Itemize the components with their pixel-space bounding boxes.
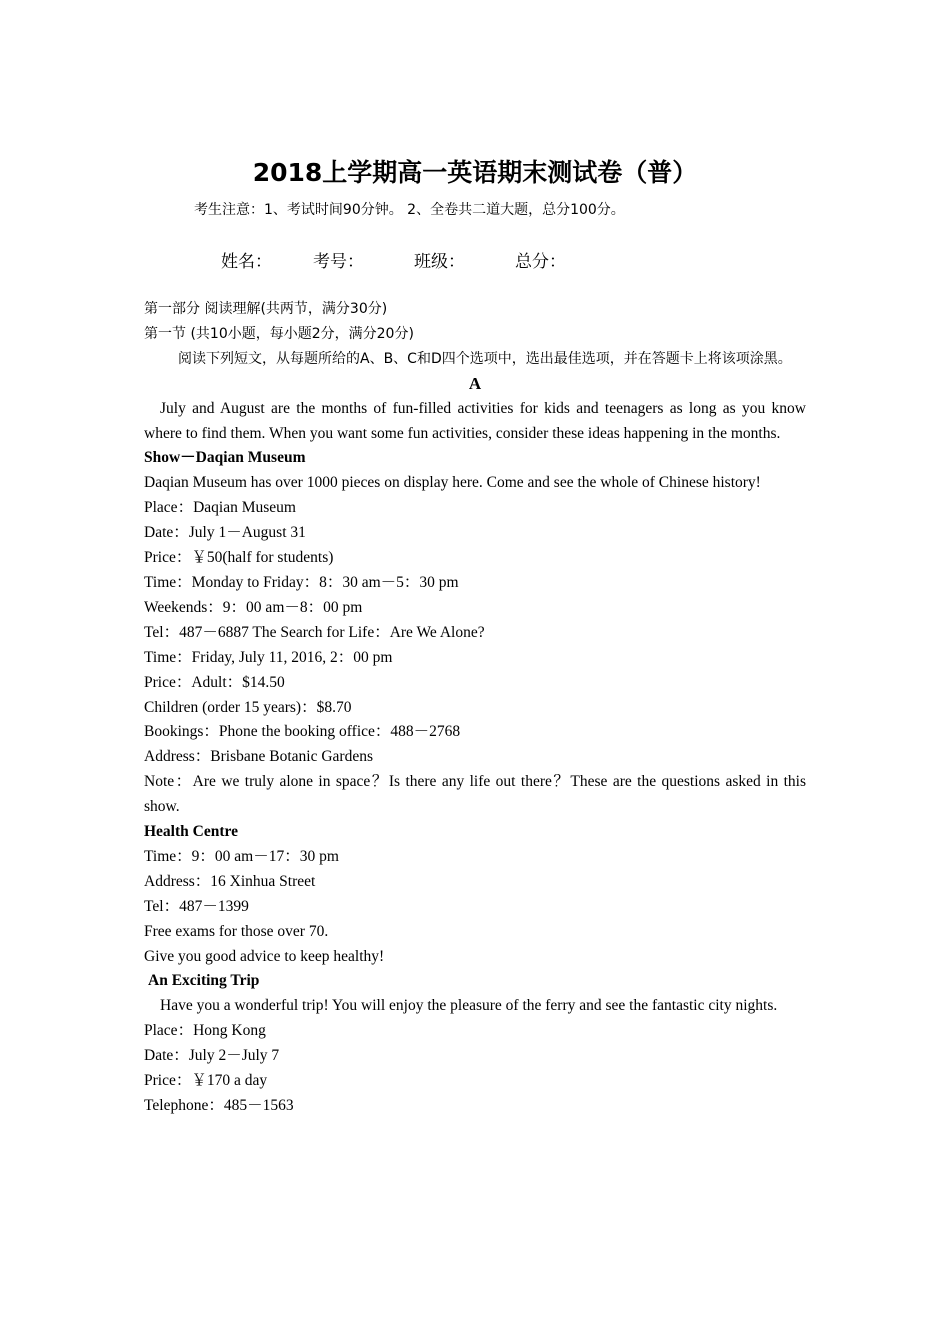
search-bookings: Bookings：Phone the booking office：488－2768	[144, 723, 461, 741]
part-heading: 第一部分 阅读理解(共两节，满分30分)	[144, 301, 388, 317]
health-heading: Health Centre	[144, 823, 238, 841]
show-description: Daqian Museum has over 1000 pieces on display here. Come and see the whole of Chinese history!	[144, 474, 761, 492]
class-field-label: 班级：	[414, 252, 465, 272]
show-place: Place：Daqian Museum	[144, 499, 296, 517]
search-time: Time：Friday, July 11, 2016, 2：00 pm	[144, 648, 393, 666]
number-field-label: 考号：	[313, 252, 364, 272]
show-weekends: Weekends：9：00 am－8：00 pm	[144, 598, 363, 616]
instructions: 阅读下列短文，从每题所给的A、B、C和D四个选项中，选出最佳选项，并在答题卡上将该项涂黑。	[178, 350, 792, 367]
passage-intro: July and August are the months of fun-filled activities for kids and teenagers as long as you know where to find them. When you want some fun activities, consider these ideas happening in the months.	[144, 399, 806, 442]
search-address: Address：Brisbane Botanic Gardens	[144, 748, 374, 766]
passage-letter: A	[468, 373, 482, 393]
exam-body	[144, 297, 806, 1119]
search-price-children: Children (order 15 years)：$8.70	[144, 698, 352, 716]
score-field-label: 总分：	[515, 252, 566, 272]
show-price: Price：￥50(half for students)	[144, 549, 334, 567]
search-note: Note：Are we truly alone in space？Is there any life out there？These are the questions asked in this show.	[144, 773, 806, 816]
trip-description: Have you a wonderful trip! You will enjoy the pleasure of the ferry and see the fantastic city nights.	[160, 997, 778, 1015]
name-field-label: 姓名：	[221, 252, 272, 272]
show-date: Date：July 1－August 31	[144, 524, 306, 542]
section-heading: 第一节 (共10小题，每小题2分，满分20分)	[144, 325, 414, 342]
trip-heading: An Exciting Trip	[148, 972, 260, 990]
health-advice: Give you good advice to keep healthy!	[144, 947, 385, 965]
health-tel: Tel：487－1399	[144, 897, 249, 915]
exam-notice: 考生注意：1、考试时间90分钟。 2、全卷共二道大题，总分100分。	[194, 202, 625, 218]
health-time: Time：9：00 am－17：30 pm	[144, 847, 339, 865]
trip-price: Price：￥170 a day	[144, 1072, 268, 1090]
show-time: Time：Monday to Friday：8：30 am－5：30 pm	[144, 573, 459, 591]
health-exams: Free exams for those over 70.	[144, 922, 329, 940]
trip-date: Date：July 2－July 7	[144, 1047, 280, 1065]
show-heading: Show－Daqian Museum	[144, 449, 306, 467]
student-info-row	[0, 248, 950, 276]
trip-telephone: Telephone：485－1563	[144, 1097, 294, 1114]
exam-title: 2018上学期高一英语期末测试卷（普）	[252, 158, 698, 187]
search-price-adult: Price：Adult：$14.50	[144, 673, 285, 691]
trip-place: Place：Hong Kong	[144, 1022, 266, 1040]
show-tel: Tel：487－6887 The Search for Life：Are We Alone?	[144, 623, 485, 641]
health-address: Address：16 Xinhua Street	[144, 872, 316, 890]
